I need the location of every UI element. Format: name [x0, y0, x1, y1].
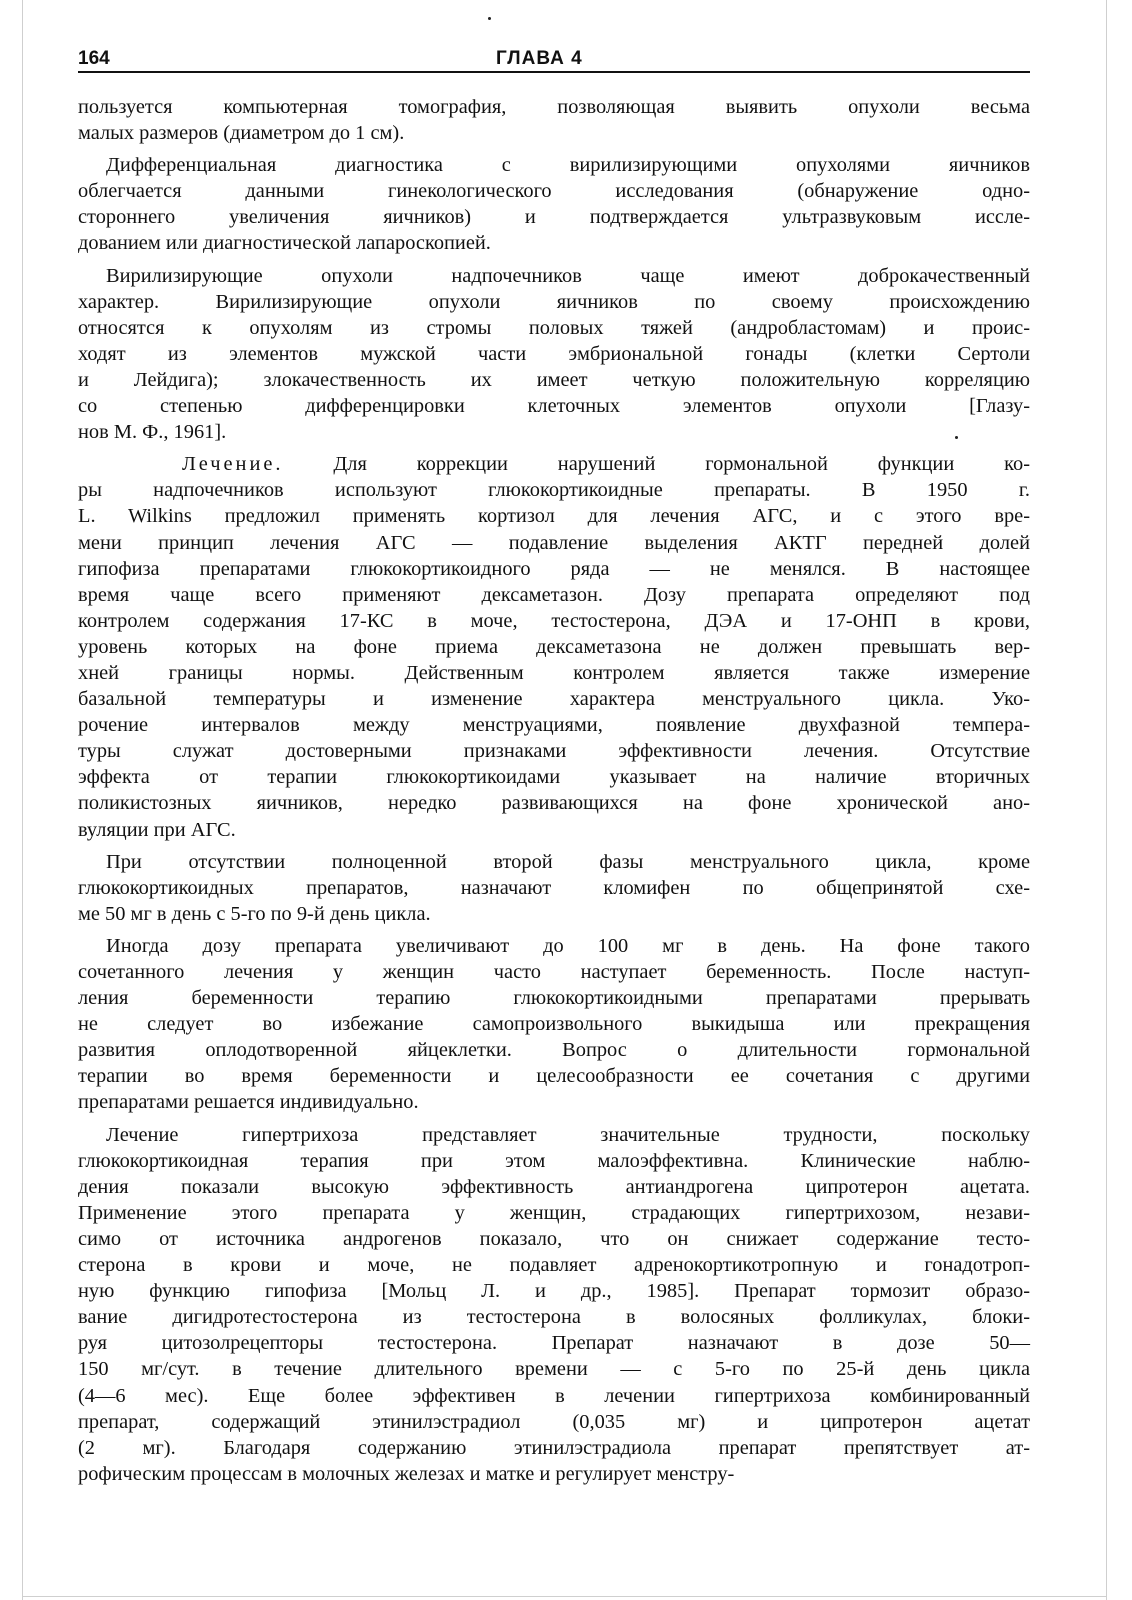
paragraph [78, 152, 1030, 256]
text-line: гипофиза препаратами глюкокортикоидного ряда — не менялся. В настоящее [78, 557, 1030, 580]
text-line: контролем содержания 17-КС в моче, тестостерона, ДЭА и 17-ОНП в крови, [78, 609, 1030, 632]
chapter-title: ГЛАВА 4 [496, 48, 583, 69]
paragraph [78, 1122, 1030, 1487]
text-line: ления беременности терапию глюкокортикоидными препаратами прерывать [78, 987, 1030, 1010]
text-line: развития оплодотворенной яйцеклетки. Вопрос о длительности гормональной [78, 1039, 1030, 1062]
text-line: сочетанного лечения у женщин часто наступает беременность. После наступ- [78, 961, 1030, 983]
header-rule [78, 71, 1030, 73]
text-line: глюкокортикоидная терапия при этом малоэффективна. Клинические наблю- [78, 1149, 1030, 1172]
line-text: Для коррекции нарушений гормональной функции ко- [283, 453, 1030, 476]
text-line: препарат, содержащий этинилэстрадиол (0,035 мг) и ципротерон ацетат [78, 1410, 1030, 1433]
text-line: уровень которых на фоне приема дексаметазона не должен превышать вер- [78, 635, 1030, 658]
paragraph [78, 94, 1030, 146]
text-line: со степенью дифференцировки клеточных элементов опухоли [Глазу- [78, 395, 1030, 418]
text-line: эффекта от терапии глюкокортикоидами указывает на наличие вторичных [78, 766, 1030, 789]
text-line: облегчается данными гинекологического исследования (обнаружение одно- [78, 180, 1030, 203]
text-line: ную функцию гипофиза [Мольц Л. и др., 1985]. Препарат тормозит образо- [78, 1280, 1030, 1303]
section-lead: Лечение. [182, 453, 284, 476]
paragraph [78, 933, 1030, 1116]
page-number: 164 [78, 48, 110, 69]
text-line: 150 мг/сут. в течение длительного времени — с 5-го по 25-й день цикла [78, 1358, 1030, 1381]
scan-speck [488, 17, 491, 20]
text-line: малых размеров (диаметром до 1 см). [78, 122, 405, 145]
paragraph [78, 849, 1030, 927]
text-line: Применение этого препарата у женщин, страдающих гипертрихозом, незави- [78, 1201, 1030, 1224]
text-line: L. Wilkins предложил применять кортизол для лечения АГС, и с этого вре- [78, 505, 1030, 528]
text-line: (2 мг). Благодаря содержанию этинилэстрадиола препарат препятствует ат- [78, 1436, 1030, 1459]
text-line: не следует во избежание самопроизвольного выкидыша или прекращения [78, 1013, 1030, 1036]
text-line: поликистозных яичников, нередко развивающихся на фоне хронической ано- [78, 792, 1030, 815]
page-border-bottom [22, 1596, 1107, 1597]
text-line: симо от источника андрогенов показало, что он снижает содержание тесто- [78, 1227, 1030, 1250]
paragraph [78, 451, 1030, 842]
text-line: руя цитозолрецепторы тестостерона. Препарат назначают в дозе 50— [78, 1332, 1030, 1355]
page-border-left [22, 0, 23, 1600]
text-line: ры надпочечников используют глюкокортикоидные препараты. В 1950 г. [78, 479, 1030, 502]
text-line: нов М. Ф., 1961]. [78, 421, 227, 444]
text-line: относятся к опухолям из стромы половых тяжей (андробластомам) и проис- [78, 316, 1030, 339]
text-line: дованием или диагностической лапароскопией. [78, 232, 491, 255]
text-line [78, 451, 1030, 477]
text-line: ходят из элементов мужской части эмбриональной гонады (клетки Сертоли [78, 342, 1030, 365]
paragraph [78, 263, 1030, 446]
text-line: время чаще всего применяют дексаметазон. Дозу препарата определяют под [78, 583, 1030, 606]
text-line: базальной температуры и изменение характера менструального цикла. Уко- [78, 688, 1030, 711]
text-line: характер. Вирилизирующие опухоли яичников по своему происхождению [78, 290, 1030, 313]
text-line: Вирилизирующие опухоли надпочечников чаще имеют доброкачественный [106, 264, 1030, 287]
text-line: При отсутствии полноценной второй фазы менструального цикла, кроме [106, 850, 1030, 873]
text-line: ме 50 мг в день с 5-го по 9-й день цикла. [78, 902, 431, 925]
text-line: рофическим процессам в молочных железах и матке и регулирует менстру- [78, 1462, 735, 1485]
text-line: терапии во время беременности и целесообразности ее сочетания с другими [78, 1065, 1030, 1088]
text-line: стороннего увеличения яичников) и подтверждается ультразвуковым иссле- [78, 206, 1030, 229]
text-line: (4—6 мес). Еще более эффективен в лечении гипертрихоза комбинированный [78, 1384, 1030, 1407]
text-line: глюкокортикоидных препаратов, назначают кломифен по общепринятой схе- [78, 876, 1030, 899]
running-header [78, 48, 1030, 74]
text-line: рочение интервалов между менструациями, появление двухфазной темпера- [78, 714, 1030, 737]
page-border-right [1106, 0, 1107, 1600]
text-line: препаратами решается индивидуально. [78, 1091, 419, 1114]
body-text [78, 94, 1030, 1493]
text-line: мени принцип лечения АГС — подавление выделения АКТГ передней долей [78, 531, 1030, 554]
text-line: дения показали высокую эффективность антиандрогена ципротерон ацетата. [78, 1175, 1030, 1198]
text-line: Лечение гипертрихоза представляет значительные трудности, поскольку [106, 1123, 1030, 1146]
text-line: Дифференциальная диагностика с вирилизирующими опухолями яичников [106, 154, 1030, 177]
text-line: Иногда дозу препарата увеличивают до 100 мг в день. На фоне такого [106, 934, 1030, 957]
text-line: стерона в крови и моче, не подавляет адренокортикотропную и гонадотроп- [78, 1254, 1030, 1277]
text-line: и Лейдига); злокачественность их имеет четкую положительную корреляцию [78, 368, 1030, 391]
text-line: хней границы нормы. Действенным контролем является также измерение [78, 661, 1030, 684]
text-line: вуляции при АГС. [78, 818, 236, 841]
text-line: пользуется компьютерная томография, позволяющая выявить опухоли весьма [78, 96, 1030, 118]
text-line: вание дигидротестостерона из тестостерона в волосяных фолликулах, блоки- [78, 1306, 1030, 1329]
text-line: туры служат достоверными признаками эффективности лечения. Отсутствие [78, 740, 1030, 763]
